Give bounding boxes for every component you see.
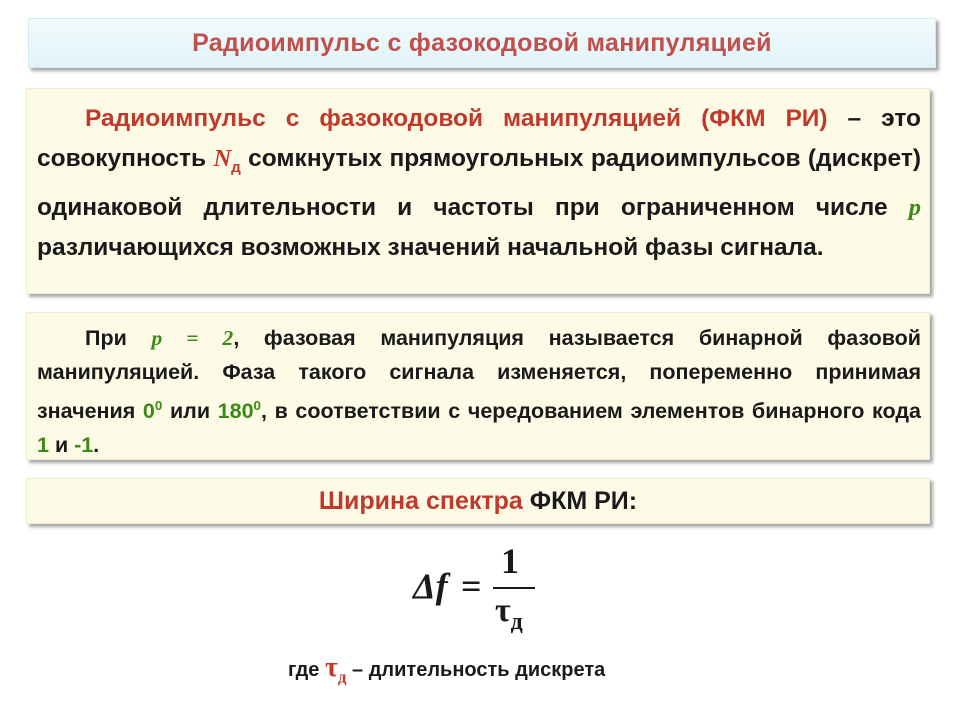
- bpsk-p-equals: p = 2: [151, 326, 234, 350]
- bpsk-box: [26, 312, 930, 460]
- definition-box: [26, 88, 930, 294]
- formula-numerator: 1: [501, 541, 519, 581]
- where-text-1: где: [288, 659, 325, 681]
- phase-value-180: 180: [217, 399, 254, 424]
- bpsk-text-4: , в соответствии с чередованием элементов бинарного кода: [260, 399, 921, 424]
- code-value-1: 1: [37, 433, 49, 458]
- formula-lhs: Δf: [413, 566, 448, 606]
- phase-value-0: 0: [142, 399, 155, 424]
- formula-tau-sub: д: [510, 608, 523, 635]
- bandwidth-formula: [405, 540, 545, 640]
- phase-value-180-sup: 0: [253, 398, 261, 413]
- where-tau: [324, 652, 347, 687]
- bpsk-text-2: , фазовая манипуляция называется бинарной фазовой манипуляцией. Фаза такого сигнала изменяется, попеременно принимая значения: [37, 326, 921, 424]
- bpsk-text-6: .: [93, 433, 100, 458]
- symbol-n: N: [213, 145, 232, 172]
- definition-text-3: различающихся возможных значений начальной фазы сигнала.: [37, 233, 824, 261]
- definition-text-2: сомкнутых прямоугольных радиоимпульсов (дискрет) одинаковой длительности и частоты при ограниченном числе: [37, 145, 921, 221]
- bpsk-text-5: и: [48, 433, 75, 458]
- where-text-2: – длительность дискрета: [346, 659, 606, 681]
- spectrum-box: [26, 478, 930, 524]
- definition-text-1: – это совокупность: [37, 105, 922, 172]
- where-tau-symbol: τ: [324, 652, 338, 683]
- fraction-line: [493, 587, 535, 589]
- code-value-minus-1: -1: [74, 433, 94, 458]
- page-title: Радиоимпульс с фазокодовой манипуляцией: [192, 28, 772, 57]
- symbol-p: p: [908, 193, 921, 221]
- where-line: [288, 652, 605, 688]
- bpsk-paragraph: [37, 321, 921, 462]
- formula-equals: =: [461, 566, 482, 606]
- symbol-n-sub: д: [231, 158, 241, 176]
- bpsk-text-1: При: [85, 326, 152, 350]
- phase-value-0-sup: 0: [154, 398, 163, 413]
- spectrum-label-dark: ФКМ РИ:: [522, 486, 638, 515]
- formula-tau: τ: [495, 592, 511, 629]
- bpsk-text-3: или: [162, 399, 218, 424]
- definition-term: Радиоимпульс с фазокодовой манипуляцией (ФКМ РИ): [85, 105, 828, 132]
- formula-denominator: [495, 592, 523, 636]
- definition-paragraph: [37, 99, 921, 268]
- title-box: [28, 18, 936, 68]
- where-tau-sub: д: [337, 667, 347, 687]
- spectrum-label-red: Ширина спектра: [318, 486, 523, 515]
